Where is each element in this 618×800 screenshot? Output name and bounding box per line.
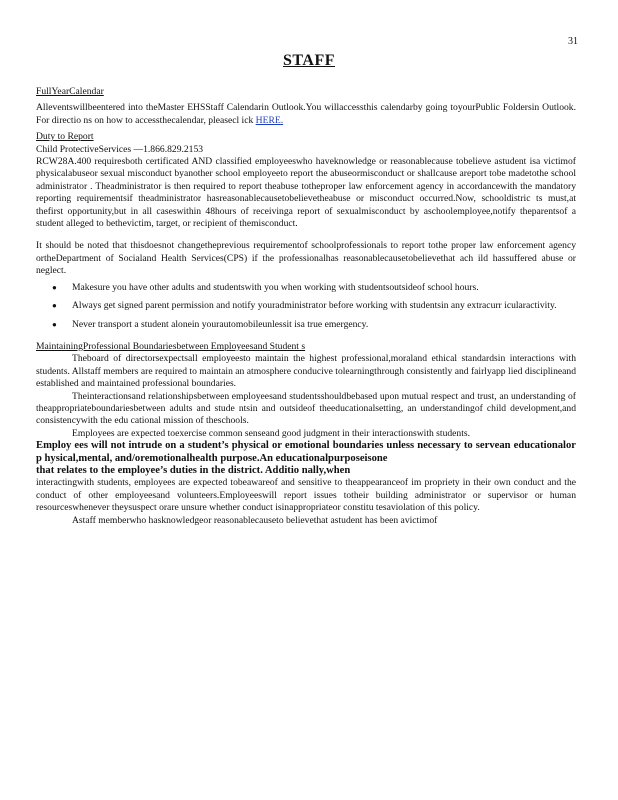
calendar-paragraph [36, 102, 576, 127]
boundaries-paragraph-3a: Employees are expected toexercise common senseand good judgment in their interactionswith students. [72, 427, 471, 439]
boundaries-paragraph-1: Theboard of directorsexpectsall employeesto maintain the highest professional,moraland ethical standardsin interactions with students. Allstaff members are required to maintain an atmosphere conducive tolearningthrough consistently and fairlyapp lied disciplineand established and maintained professional boundaries. [36, 353, 576, 390]
list-item: ● Always get signed parent permission and notify youradministrator before working with studentsin any extracurr icularactivity. [68, 300, 576, 312]
duty-heading: Duty to Report [36, 131, 94, 143]
list-item: ● Makesure you have other adults and studentswith you when working with studentsoutsideof school hours. [68, 282, 576, 294]
document-body [36, 86, 576, 527]
boundaries-heading: MaintainingProfessional Boundariesbetween Employeesand Student s [36, 340, 306, 352]
cps-phone-line: Child ProtectiveServices —1.866.829.2153 [36, 143, 204, 155]
page-number: 31 [568, 36, 578, 47]
calendar-heading: FullYearCalendar [36, 86, 104, 97]
boundaries-paragraph-3b: Employ ees will not intrude on a student’s physical or emotional boundaries unless necessary to servean educationalor p hysical,mental, and/oremotionalhealth purpose.An educationalpurposeisone [36, 440, 576, 464]
list-item: ● Never transport a student alonein yourautomobileunlessit isa true emergency. [68, 319, 576, 331]
boundaries-paragraph-3d: interactingwith students, employees are expected tobeawareof and sensitive to theappearanceof im propriety in their own conduct and the conduct of other employeesand volunteers.Employeeswill report issues totheir building administrator or supervisor or human resourceswhenever theysuspect orare unsure whether conduct isinappropriateor constitu tesaviolation of this policy. [36, 477, 576, 514]
boundaries-paragraph-3c: that relates to the employee’s duties in the district. Additio nally,when [36, 464, 351, 476]
boundaries-paragraph-4: Astaff memberwho hasknowledgeor reasonablecauseto believethat astudent has been avictimof [72, 514, 438, 526]
rcw-paragraph: RCW28A.400 requiresboth certificated AND classified employeeswho haveknowledge or reasonablecause tobelieve astudent isa victimof physicalabuseor sexual misconduct byanother school employeeto report the abuseormisconduct or shallcause areport tobe madetothe school administrator . Theadministrator is then required to report theabuse totheproper law enforcement agency in accordancewith the mandatory reporting requirementsif theadministrator hasreasonablecausetobelievetheabuse or misconduct occurred.Now, schooldistric ts must,at thefirst opportunity,but in all caseswithin 48hours of receivinga report of sexualmisconduct by aschoolemployee,notify theparentsof a student alleged to bethevictim, target, or recipient of themisconduct. [36, 156, 576, 230]
guidelines-list [36, 282, 576, 331]
calendar-text: Alleventswillbeentered into theMaster EHSStaff Calendarin Outlook.You willaccessthis calendarby going toyourPublic Foldersin Outlook. For directio ns on how to accessthecalendar, pleasecl ick [36, 102, 576, 126]
page-title: STAFF [283, 52, 335, 69]
note-paragraph: It should be noted that thisdoesnot changetheprevious requirementof schoolprofessionals to report tothe proper law enforcement agency ortheDepartment of Socialand Health Services(CPS) if the professionalhas reasonablecausetobelievethat ach ild hassuffered abuse or neglect. [36, 240, 576, 277]
calendar-link[interactable]: HERE. [255, 114, 284, 126]
boundaries-paragraph-2: Theinteractionsand relationshipsbetween employeesand studentsshouldbebased upon mutual respect and trust, an understanding of theappropriateboundariesbetween adults and stude ntsin and outsideof theeducationalsetting, an understandingof child development,and consistencywith the edu cational mission of theschools. [36, 390, 576, 427]
